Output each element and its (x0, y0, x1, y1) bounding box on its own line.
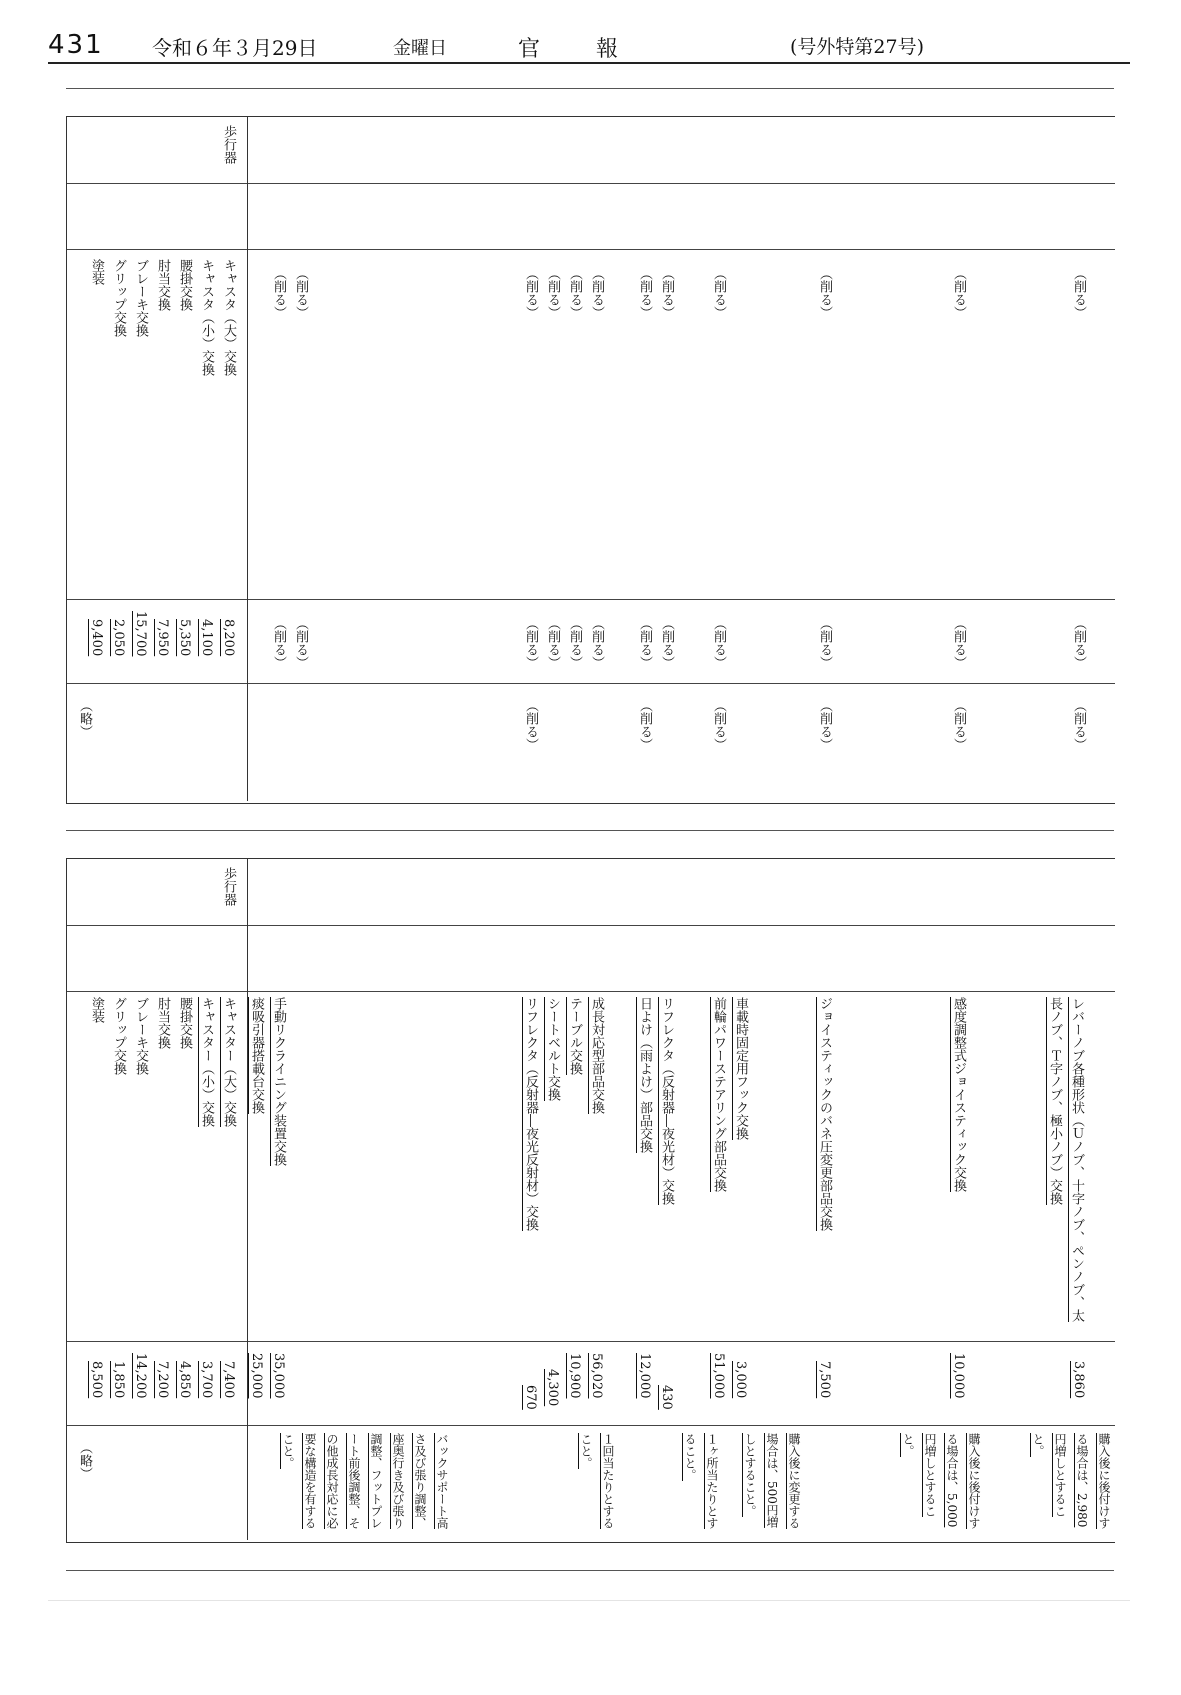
lower-price-4-1: 3,000 (733, 1361, 748, 1399)
upper-item-col0-4: ブレーキ交換 (133, 259, 148, 337)
upper-price-del-7: （削る） (659, 617, 674, 669)
upper-remark-6: （削る） (1071, 699, 1086, 751)
lower-item-0-5: グリップ交換 (111, 997, 126, 1075)
lower-remark-0: （略） (77, 1441, 92, 1480)
lower-item-5-0: ジョイスティックのバネ圧変更部品交換 (817, 997, 832, 1231)
upper-price-5: 2,050 (111, 619, 126, 657)
upper-price-del-5: （削る） (589, 617, 604, 669)
upper-price-del-8: （削る） (711, 617, 726, 669)
upper-remark-1: （削る） (523, 699, 538, 751)
upper-item-del-8: （削る） (711, 267, 726, 319)
issue-weekday: 金曜日 (393, 38, 447, 59)
upper-item-del-0: （削る） (271, 267, 286, 319)
lower-item-2-2: テーブル交換 (567, 997, 582, 1075)
lower-item-6-0: 感度調整式ジョイスティック交換 (951, 997, 966, 1192)
upper-item-col0-0: キャスタ（大）交換 (221, 259, 236, 376)
lower-price-0-6: 8,500 (89, 1361, 104, 1399)
lower-remark-7: 購入後に後付けする場合は、2,980円増しとすること。 (1031, 1433, 1111, 1529)
page-bottom-line (48, 1600, 1130, 1601)
lower-price-6-0: 10,000 (951, 1353, 966, 1399)
upper-price-del-0: （削る） (271, 617, 286, 669)
lower-item-3-1: リフレクタ（反射器―夜光材）交換 (659, 997, 674, 1205)
upper-price-6: 9,400 (89, 619, 104, 657)
lower-item-1-0: 手動リクライニング装置交換 (271, 997, 286, 1166)
gazette-title: 官報 (518, 37, 675, 62)
divider (66, 1570, 1114, 1571)
lower-row-blank (67, 925, 1115, 992)
lower-item-0-2: 腰掛交換 (177, 997, 192, 1049)
lower-table (66, 858, 1115, 1543)
upper-item-del-1: （削る） (293, 267, 308, 319)
lower-item-4-0: 前輪パワーステアリング部品交換 (711, 997, 726, 1192)
lower-remark-5: 購入後に変更する場合は、500円増しとすること。 (743, 1433, 801, 1529)
lower-item-0-3: 肘当交換 (155, 997, 170, 1049)
lower-item-0-1: キャスター（小）交換 (199, 997, 214, 1127)
upper-item-col0-1: キャスタ（小）交換 (199, 259, 214, 376)
lower-item-0-6: 塗装 (89, 997, 104, 1023)
upper-row-prices (67, 599, 1115, 684)
upper-price-0: 8,200 (221, 619, 236, 657)
lower-price-2-1: 4,300 (545, 1369, 560, 1407)
lower-price-2-0: 670 (523, 1385, 538, 1410)
lower-item-2-3: 成長対応型部品交換 (589, 997, 604, 1114)
upper-item-del-10: （削る） (951, 267, 966, 319)
upper-table (66, 116, 1115, 804)
issue-date: 令和６年３月29日 (152, 36, 318, 60)
upper-row-items (67, 249, 1115, 600)
lower-price-0-5: 1,850 (111, 1361, 126, 1399)
lower-row-category (67, 859, 1115, 926)
page-number: 431 (48, 30, 104, 60)
upper-remark-4: （削る） (817, 699, 832, 751)
lower-price-2-2: 10,900 (567, 1353, 582, 1399)
lower-price-1-0: 35,000 (271, 1353, 286, 1399)
upper-price-del-11: （削る） (1071, 617, 1086, 669)
upper-item-col0-6: 塗装 (89, 259, 104, 285)
lower-remark-4: １ヶ所当たりとすること。 (683, 1433, 719, 1529)
upper-remark-5: （削る） (951, 699, 966, 751)
upper-price-1: 4,100 (199, 619, 214, 657)
lower-price-0-4: 14,200 (133, 1353, 148, 1399)
issue-number: (号外特第27号) (790, 36, 925, 58)
lower-item-1-1: 痰吸引器搭載台交換 (249, 997, 264, 1114)
upper-item-del-9: （削る） (817, 267, 832, 319)
upper-price-del-4: （削る） (567, 617, 582, 669)
lower-item-7-0: レバーノブ各種形状（Ｕノブ、十字ノブ、ペンノブ、太長ノブ、Ｔ字ノブ、極小ノブ）交換 (1047, 997, 1084, 1322)
upper-item-del-11: （削る） (1071, 267, 1086, 319)
upper-item-del-6: （削る） (637, 267, 652, 319)
header-rule (48, 62, 1130, 64)
upper-item-col0-5: グリップ交換 (111, 259, 126, 337)
upper-item-del-5: （削る） (589, 267, 604, 319)
lower-row-remarks (67, 1425, 1115, 1540)
upper-price-2: 5,350 (177, 619, 192, 657)
upper-price-4: 15,700 (133, 611, 148, 657)
upper-remark-0: （略） (77, 699, 92, 738)
upper-item-del-2: （削る） (523, 267, 538, 319)
lower-item-0-4: ブレーキ交換 (133, 997, 148, 1075)
lower-price-4-0: 51,000 (711, 1353, 726, 1399)
lower-item-4-1: 車載時固定用フック交換 (733, 997, 748, 1140)
lower-price-5-0: 7,500 (817, 1361, 832, 1399)
lower-item-0-0: キャスター（大）交換 (221, 997, 236, 1127)
upper-remark-3: （削る） (711, 699, 726, 751)
divider (66, 88, 1114, 89)
upper-remark-2: （削る） (637, 699, 652, 751)
upper-item-del-3: （削る） (545, 267, 560, 319)
upper-price-del-3: （削る） (545, 617, 560, 669)
upper-item-del-4: （削る） (567, 267, 582, 319)
lower-item-2-1: シートベルト交換 (545, 997, 560, 1101)
upper-row-remarks (67, 683, 1115, 801)
lower-price-3-1: 430 (659, 1385, 674, 1410)
lower-row-items (67, 991, 1115, 1342)
upper-price-del-10: （削る） (951, 617, 966, 669)
lower-price-3-0: 12,000 (637, 1353, 652, 1399)
upper-price-del-9: （削る） (817, 617, 832, 669)
lower-item-3-0: 日よけ（雨よけ）部品交換 (637, 997, 652, 1153)
upper-price-del-2: （削る） (523, 617, 538, 669)
lower-remark-3: １回当たりとすること。 (579, 1433, 615, 1529)
lower-price-7-0: 3,860 (1071, 1361, 1086, 1399)
lower-remark-1: バックサポート高さ及び張り調整、座奥行き及び張り調整、フットプレート前後調整、その他成長対応に必要な構造を有すること。 (281, 1433, 449, 1529)
divider (66, 830, 1114, 831)
upper-item-col0-3: 肘当交換 (155, 259, 170, 311)
upper-price-del-1: （削る） (293, 617, 308, 669)
lower-price-0-0: 7,400 (221, 1361, 236, 1399)
lower-remark-6: 購入後に後付けする場合は、5,000円増しとすること。 (901, 1433, 981, 1529)
upper-price-del-6: （削る） (637, 617, 652, 669)
page-header (48, 28, 1130, 64)
lower-price-1-1: 25,000 (249, 1353, 264, 1399)
lower-row-prices (67, 1341, 1115, 1426)
lower-price-2-3: 56,020 (589, 1353, 604, 1399)
lower-price-0-3: 7,200 (155, 1361, 170, 1399)
upper-category: 歩行器 (221, 125, 236, 164)
lower-price-0-1: 3,700 (199, 1361, 214, 1399)
upper-row-blank (67, 183, 1115, 250)
upper-item-col0-2: 腰掛交換 (177, 259, 192, 311)
upper-item-del-7: （削る） (659, 267, 674, 319)
lower-category: 歩行器 (221, 867, 236, 906)
upper-row-category (67, 117, 1115, 184)
upper-price-3: 7,950 (155, 619, 170, 657)
lower-item-2-0: リフレクタ（反射器―夜光反射材）交換 (523, 997, 538, 1231)
lower-price-0-2: 4,850 (177, 1361, 192, 1399)
